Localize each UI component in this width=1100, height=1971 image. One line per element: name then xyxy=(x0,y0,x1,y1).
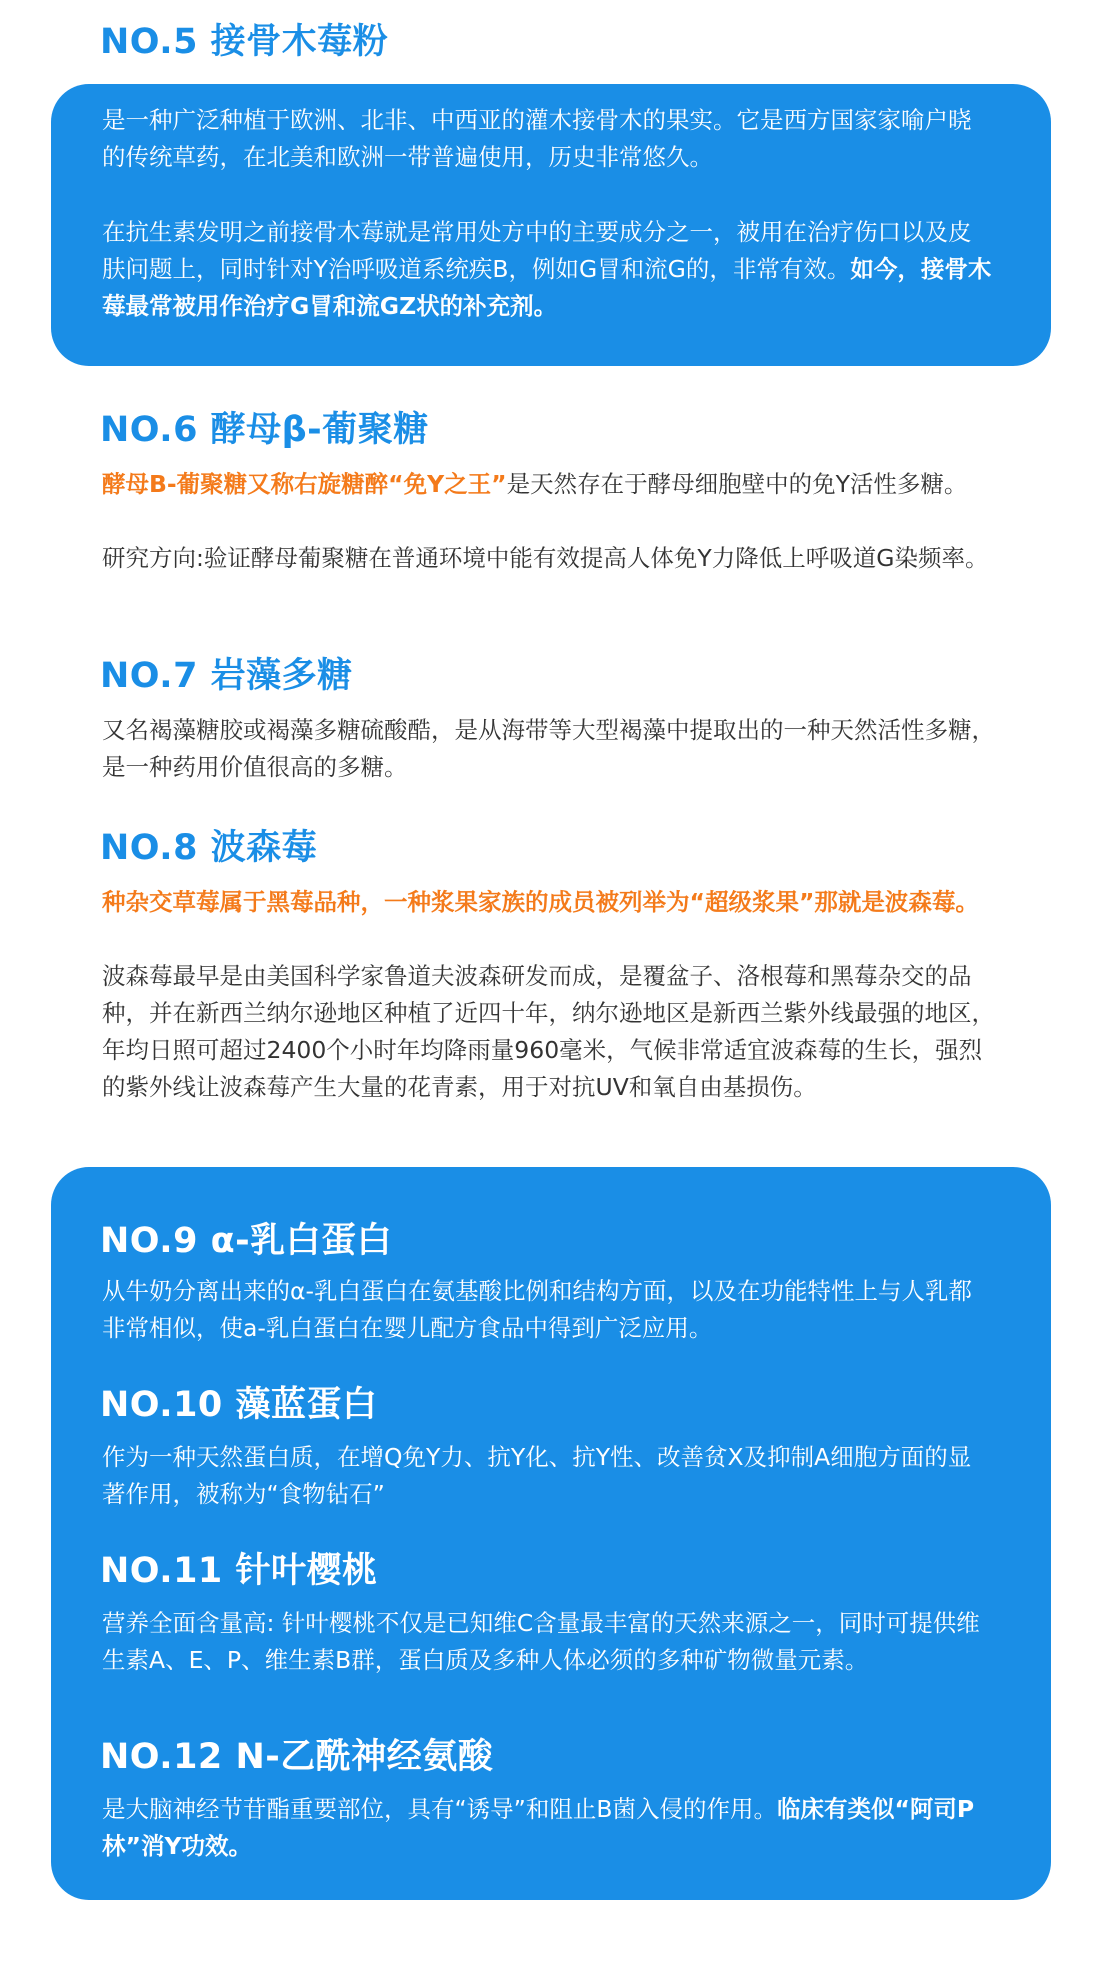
no12-paragraph-emphasis: 临床有类似“阿司P林”消Y功效。 xyxy=(102,1795,975,1860)
section-title-no9: NO.9 α-乳白蛋白 xyxy=(100,1221,393,1261)
section-title-no8: NO.8 波森莓 xyxy=(100,828,318,868)
section-title-no11: NO.11 针叶樱桃 xyxy=(100,1551,378,1591)
section-title-no12: NO.12 N-乙酰神经氨酸 xyxy=(100,1737,494,1777)
no9-paragraph: 从牛奶分离出来的α-乳白蛋白在氨基酸比例和结构方面，以及在功能特性上与人乳都非常相似，使a-乳白蛋白在婴儿配方食品中得到广泛应用。 xyxy=(102,1277,972,1342)
no6-paragraph-2: 研究方向:验证酵母葡聚糖在普通环境中能有效提高人体免Y力降低上呼吸道G染频率。 xyxy=(102,544,989,572)
no10-paragraph: 作为一种天然蛋白质，在增Q免Y力、抗Y化、抗Y性、改善贫X及抑制A细胞方面的显著作用，被称为“食物钻石” xyxy=(102,1443,972,1508)
section-title-no5: NO.5 接骨木莓粉 xyxy=(100,22,389,62)
info-panel-no5 xyxy=(51,84,1051,366)
no5-paragraph-2-text: 在抗生素发明之前接骨木莓就是常用处方中的主要成分之一，被用在治疗伤口以及皮肤问题上，同时针对Y治呼吸道系统疾B，例如G冒和流G的，非常有效。 xyxy=(102,218,972,283)
no5-paragraph-1: 是一种广泛种植于欧洲、北非、中西亚的灌木接骨木的果实。它是西方国家家喻户晓的传统草药，在北美和欧洲一带普遍使用，历史非常悠久。 xyxy=(102,106,972,171)
no8-paragraph: 波森莓最早是由美国科学家鲁道夫波森研发而成，是覆盆子、洛根莓和黑莓杂交的品种，并在新西兰纳尔逊地区种植了近四十年，纳尔逊地区是新西兰紫外线最强的地区，年均日照可超过2400个小时年均降雨量960毫米，气候非常适宜波森莓的生长，强烈的紫外线让波森莓产生大量的花青素，用于对抗UV和氧自由基损伤。 xyxy=(102,962,995,1101)
section-title-no7: NO.7 岩藻多糖 xyxy=(100,656,353,696)
info-panel-no9-no12 xyxy=(51,1167,1051,1900)
section-title-no6: NO.6 酵母β-葡聚糖 xyxy=(100,410,429,450)
no11-paragraph: 营养全面含量高: 针叶樱桃不仅是已知维C含量最丰富的天然来源之一，同时可提供维生素A、E、P、维生素B群，蛋白质及多种人体必须的多种矿物微量元素。 xyxy=(102,1609,980,1674)
no12-paragraph-text: 是大脑神经节苷酯重要部位，具有“诱导”和阻止B菌入侵的作用。 xyxy=(102,1795,777,1823)
section-title-no10: NO.10 藻蓝蛋白 xyxy=(100,1385,378,1425)
no8-highlight: 种杂交草莓属于黑莓品种，一种浆果家族的成员被列举为“超级浆果”那就是波森莓。 xyxy=(102,888,979,916)
no7-paragraph: 又名褐藻糖胶或褐藻多糖硫酸酷，是从海带等大型褐藻中提取出的一种天然活性多糖，是一种药用价值很高的多糖。 xyxy=(102,716,995,781)
no5-paragraph-2 xyxy=(102,214,992,325)
no6-highlight: 酵母B-葡聚糖又称右旋糖醉“免Y之王” xyxy=(102,470,507,498)
no12-paragraph xyxy=(102,1791,992,1865)
no6-paragraph-1-rest: 是天然存在于酵母细胞壁中的免Y活性多糖。 xyxy=(506,470,968,498)
no6-paragraph-1 xyxy=(102,466,1002,503)
no5-paragraph-2-emphasis: 如今，接骨木莓最常被用作治疗G冒和流GZ状的补充剂。 xyxy=(102,255,992,320)
